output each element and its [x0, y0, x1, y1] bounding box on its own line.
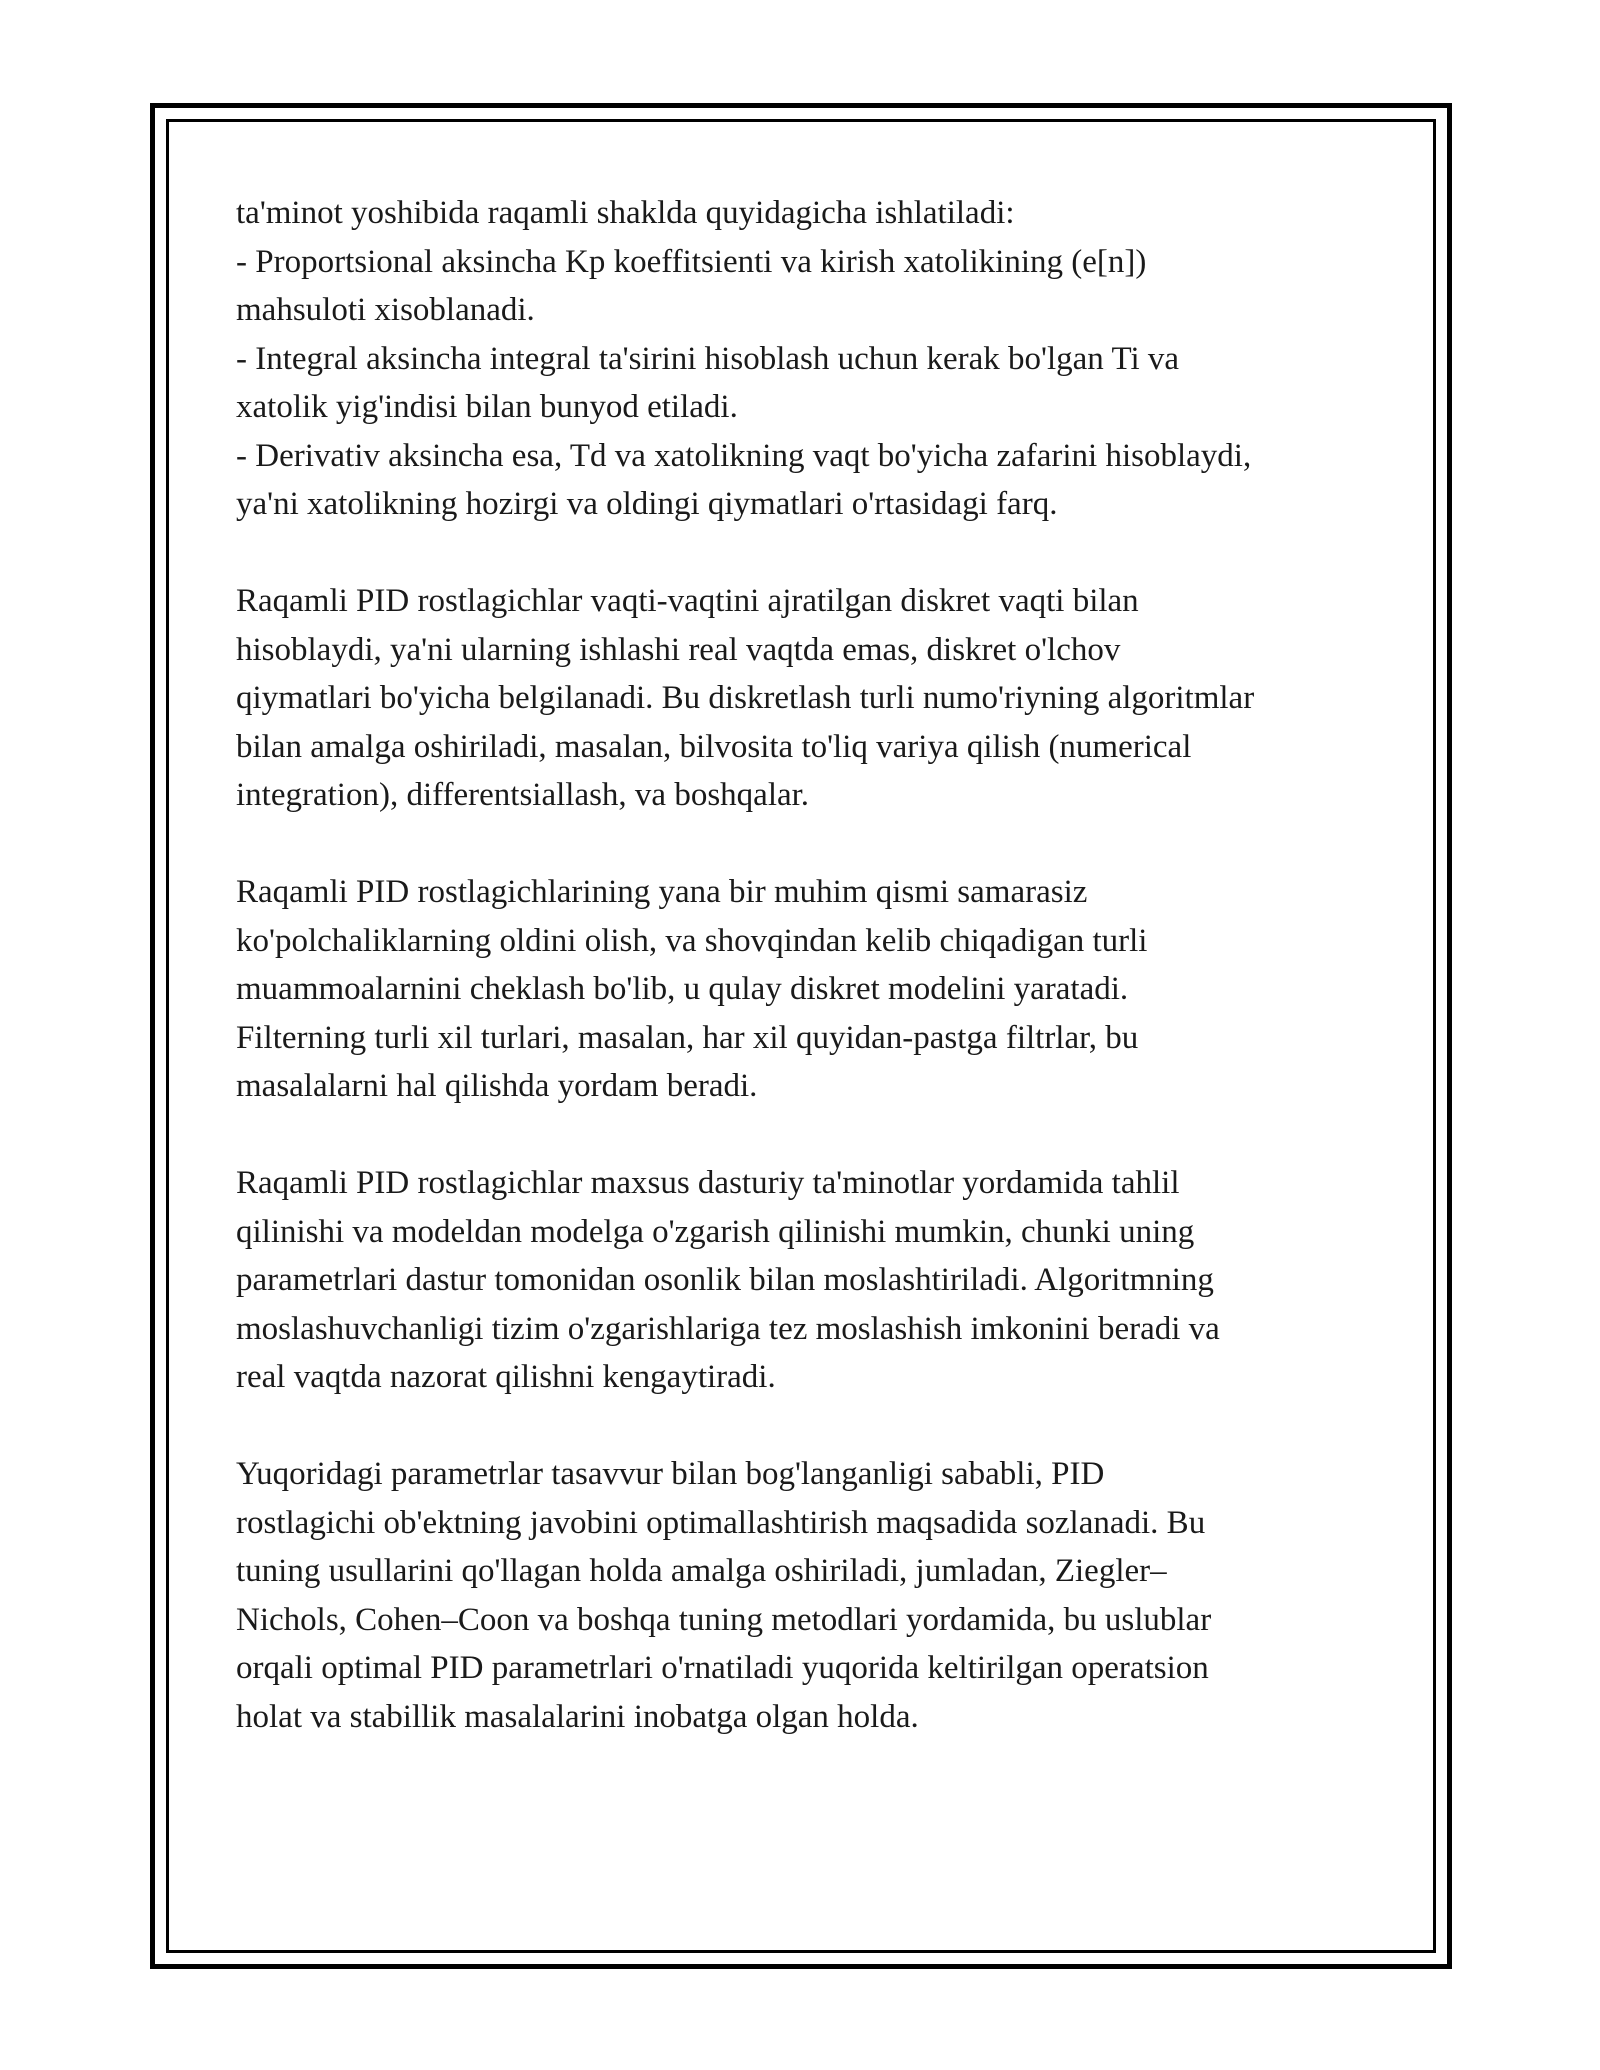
- text-line: integration), differentsiallash, va boshqalar.: [236, 777, 810, 813]
- text-line: ta'minot yoshibida raqamli shakldа quyidagicha ishlatiladi:: [236, 195, 1015, 231]
- text-line: masalalarni hal qilishda yordam beradi.: [236, 1068, 758, 1104]
- text-line: hisoblaydi, ya'ni ularning ishlashi real vaqtda emas, diskret o'lchov: [236, 631, 1121, 668]
- text-line: - Proportsional aksincha Kp koeffitsienti va kirish xatolikining (e[n]): [236, 243, 1147, 280]
- text-line: qilinishi va modeldan modelga o'zgarish qilinishi mumkin, chunki uning: [236, 1213, 1195, 1250]
- text-line: tuning usullarini qo'llagan holda amalga oshiriladi, jumladan, Ziegler–: [236, 1553, 1167, 1589]
- text-line: ya'ni xatolikning hozirgi va oldingi qiymatlari o'rtasidagi farq.: [236, 486, 1058, 522]
- text-line: xatolik yig'indisi bilan bunyod etiladi.: [236, 389, 738, 425]
- paragraph-2: [236, 577, 1396, 820]
- text-line: - Derivativ aksincha esa, Td va xatolikning vaqt bo'yicha zafarini hisoblaydi,: [236, 437, 1252, 474]
- text-line: Nichols, Cohen–Coon va boshqa tuning metodlari yordamida, bu uslublar: [236, 1601, 1212, 1638]
- text-line: muammoalarnini cheklash bo'lib, u qulay diskret modelini yaratadi.: [236, 971, 1129, 1007]
- text-line: orqali optimal PID parametrlari o'rnatiladi yuqorida keltirilgan operatsion: [236, 1650, 1209, 1686]
- text-line: moslashuvchanligi tizim o'zgarishlariga tez moslashish imkonini beradi va: [236, 1310, 1220, 1347]
- text-line: mahsuloti xisoblanadi.: [236, 292, 535, 328]
- paragraph-3: [236, 868, 1396, 1111]
- paragraph-1: [236, 189, 1396, 529]
- text-line: parametrlari dastur tomonidan osonlik bilan moslashtiriladi. Algoritmning: [236, 1262, 1214, 1298]
- document-body: [236, 189, 1396, 1741]
- text-line: real vaqtda nazorat qilishni kengaytiradi.: [236, 1359, 776, 1395]
- text-line: - Integral aksincha integral ta'sirini hisoblash uchun kerak bo'lgan Ti va: [236, 340, 1180, 377]
- text-line: Raqamli PID rostlagichlarining yana bir muhim qismi samarasiz: [236, 874, 1088, 910]
- text-line: Yuqoridagi parametrlar tasavvur bilan bog'langanligi sababli, PID: [236, 1456, 1105, 1492]
- text-line: holat va stabillik masalalarini inobatga olgan holda.: [236, 1698, 919, 1735]
- text-line: Filterning turli xil turlari, masalan, har xil quyidan-pastga filtrlar, bu: [236, 1019, 1139, 1056]
- paragraph-5: [236, 1450, 1396, 1741]
- text-line: ko'polchaliklarning oldini olish, va shovqindan kelib chiqadigan turli: [236, 922, 1148, 959]
- text-line: bilan amalga oshiriladi, masalan, bilvosita to'liq variya qilish (numerical: [236, 728, 1192, 765]
- text-line: qiymatlari bo'yicha belgilanadi. Bu diskretlash turli numo'riyning algoritmlar: [236, 680, 1255, 716]
- text-line: rostlagichi ob'ektning javobini optimallashtirish maqsadida sozlanadi. Bu: [236, 1504, 1206, 1541]
- text-line: Raqamli PID rostlagichlar vaqti-vaqtini ajratilgan diskret vaqti bilan: [236, 583, 1139, 619]
- paragraph-4: [236, 1159, 1396, 1402]
- text-line: Raqamli PID rostlagichlar maxsus dasturiy ta'minotlar yordamida tahlil: [236, 1165, 1180, 1201]
